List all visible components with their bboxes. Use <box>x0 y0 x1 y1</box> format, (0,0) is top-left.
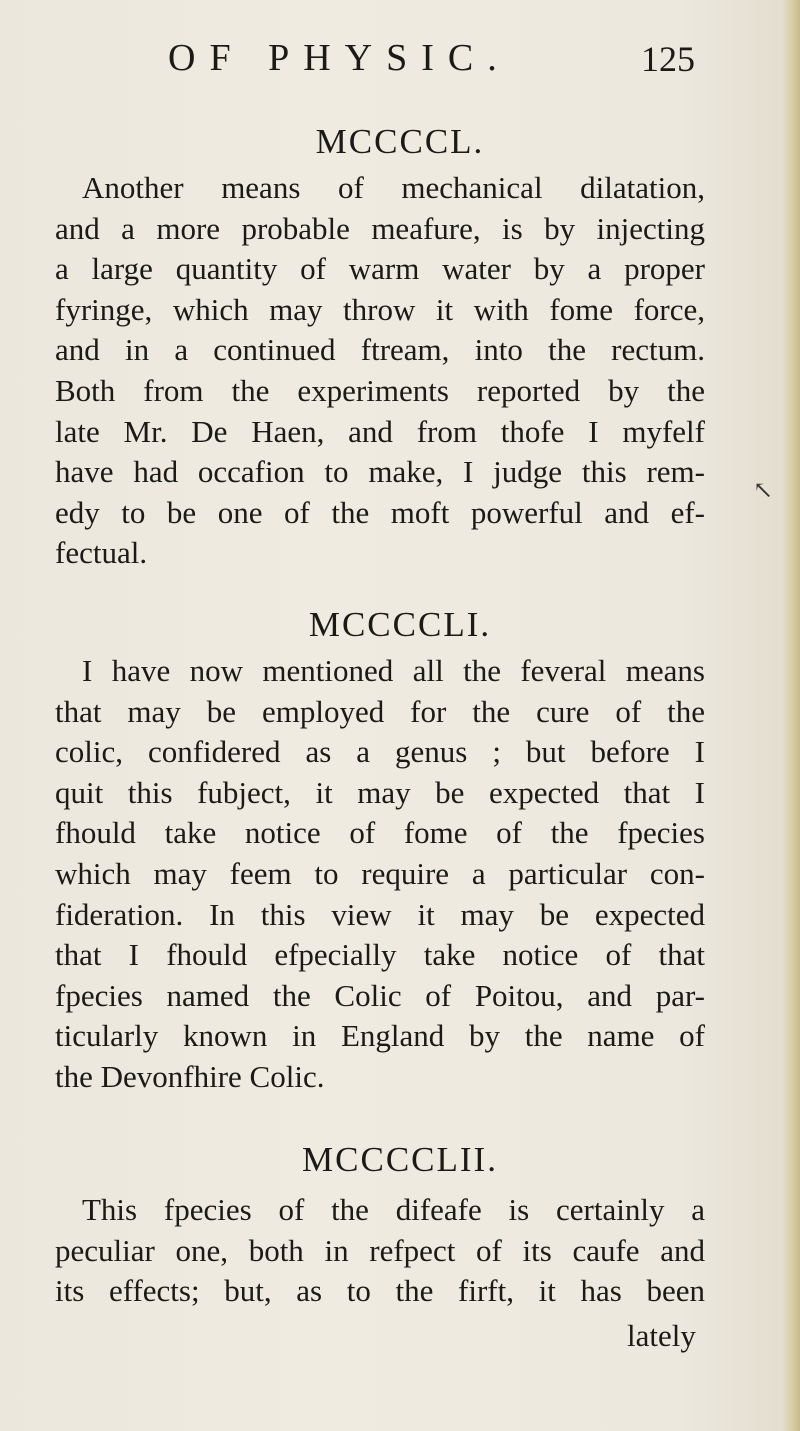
paragraph-mccclii <box>55 1190 705 1312</box>
page-edge-stain <box>782 0 800 1431</box>
text-line: peculiar one, both in refpect of its caufe and <box>55 1232 705 1268</box>
text-line: This fpecies of the difeafe is certainly a <box>82 1192 705 1227</box>
text-line: the Devonfhire Colic. <box>55 1058 325 1094</box>
text-line: ticularly known in England by the name of <box>55 1018 705 1054</box>
text-line: Another means of mechanical dilatation, <box>82 170 705 205</box>
text-line: I have now mentioned all the feveral means <box>82 653 705 688</box>
page-number: 125 <box>641 39 695 79</box>
text-line: fpecies named the Colic of Poitou, and par- <box>55 977 705 1013</box>
text-line: its effects; but, as to the firft, it has been <box>55 1273 705 1309</box>
text-line: a large quantity of warm water by a proper <box>55 251 705 287</box>
text-line: which may feem to require a particular con- <box>55 855 705 891</box>
text-line: have had occafion to make, I judge this rem- <box>55 454 705 490</box>
text-line: fyringe, which may throw it with fome force, <box>55 291 705 327</box>
text-line: fhould take notice of fome of the fpecies <box>55 815 705 851</box>
paragraph-mcccli <box>55 651 705 1098</box>
text-line: that may be employed for the cure of the <box>55 693 705 729</box>
text-line: colic, confidered as a genus ; but before I <box>55 734 705 770</box>
catchword: lately <box>627 1318 696 1353</box>
running-head: OF PHYSIC. <box>168 37 511 79</box>
section-heading-mccccl: MCCCCL. <box>315 122 485 161</box>
text-line: late Mr. De Haen, and from thofe I myfelf <box>55 413 705 449</box>
paragraph-mccccl <box>55 168 705 574</box>
text-line: that I fhould efpecially take notice of that <box>55 937 705 973</box>
section-heading-mccclii: MCCCCLII. <box>302 1140 498 1179</box>
section-heading-mcccli: MCCCCLI. <box>308 605 492 644</box>
text-line: and in a continued ftream, into the rectum. <box>55 332 705 368</box>
text-line: edy to be one of the moft powerful and ef- <box>55 494 705 530</box>
text-line: quit this fubject, it may be expected that I <box>55 774 705 810</box>
text-line: fideration. In this view it may be expected <box>55 896 705 932</box>
text-line: Both from the experiments reported by the <box>55 372 705 408</box>
margin-mark: ↖ <box>753 478 774 504</box>
text-line: and a more probable meafure, is by injecting <box>55 210 705 246</box>
text-line: fectual. <box>55 535 148 571</box>
